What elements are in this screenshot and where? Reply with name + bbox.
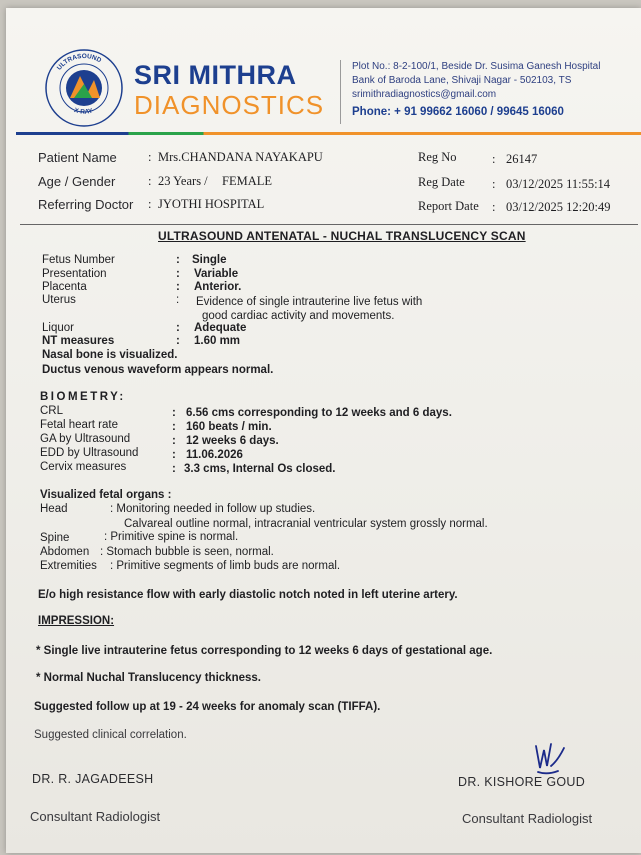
edd-value: 11.06.2026 (186, 449, 243, 461)
presentation-label: Presentation (42, 268, 107, 280)
svg-text:X-RAY (73, 107, 94, 116)
uterus-value-line2: good cardiac activity and movements. (202, 310, 395, 322)
impression-item-2: * Normal Nuchal Translucency thickness. (36, 672, 261, 684)
colon: : (176, 254, 180, 266)
fhr-label: Fetal heart rate (40, 419, 118, 431)
gender-value: FEMALE (222, 174, 272, 188)
colon: : (176, 322, 180, 334)
colon: : (148, 150, 152, 164)
organs-heading: Visualized fetal organs : (40, 489, 172, 501)
spine-value: : Primitive spine is normal. (104, 531, 239, 543)
brand-name-top: SRI MITHRA (134, 60, 297, 90)
spine-label: Spine (40, 532, 70, 544)
head-value-line2: Calvareal outline normal, intracranial ventricular system grossly normal. (124, 518, 488, 530)
artery-note: E/o high resistance flow with early diastolic notch noted in left uterine artery. (38, 589, 458, 601)
head-label: Head (40, 503, 68, 515)
edd-label: EDD by Ultrasound (40, 447, 139, 459)
colon: : (176, 268, 180, 280)
report-page (6, 8, 641, 853)
reg-no-value: 26147 (506, 152, 538, 166)
nt-measures-label: NT measures (42, 335, 115, 347)
patient-name-value: Mrs.CHANDANA NAYAKAPU (158, 150, 323, 164)
referring-doctor-label: Referring Doctor (38, 197, 134, 212)
ga-value: 12 weeks 6 days. (186, 435, 279, 447)
impression-heading: IMPRESSION: (38, 615, 115, 627)
header-color-rule (16, 132, 641, 135)
liquor-label: Liquor (42, 322, 74, 334)
address-line-1: Plot No.: 8-2-100/1, Beside Dr. Susima Ganesh Hospital (352, 61, 601, 72)
nasal-bone-note: Nasal bone is visualized. (42, 349, 178, 361)
left-doctor-name: DR. R. JAGADEESH (32, 772, 154, 786)
ductus-note: Ductus venous waveform appears normal. (42, 364, 274, 376)
biometry-heading: BIOMETRY: (40, 391, 126, 403)
head-value-line1: : Monitoring needed in follow up studies. (110, 503, 316, 515)
reg-date-value: 03/12/2025 11:55:14 (506, 177, 611, 191)
crl-label: CRL (40, 405, 64, 417)
colon: : (172, 463, 176, 475)
colon: : (176, 294, 180, 306)
extremities-value: : Primitive segments of limb buds are normal. (110, 560, 341, 572)
colon: : (492, 200, 496, 214)
clinical-note: Suggested clinical correlation. (34, 729, 187, 741)
logo (44, 48, 124, 128)
right-doctor-name: DR. KISHORE GOUD (458, 775, 586, 789)
report-date-value: 03/12/2025 12:20:49 (506, 200, 611, 214)
uterus-label: Uterus (42, 294, 76, 306)
colon: : (492, 152, 496, 166)
cervix-value: 3.3 cms, Internal Os closed. (184, 463, 336, 475)
address-line-2: Bank of Baroda Lane, Shivaji Nagar - 502103, TS (352, 75, 572, 86)
report-title: ULTRASOUND ANTENATAL - NUCHAL TRANSLUCENCY SCAN (158, 229, 526, 243)
cervix-label: Cervix measures (40, 461, 127, 473)
patient-name-label: Patient Name (38, 150, 117, 165)
fetus-number-value: Single (192, 254, 227, 266)
age-value: 23 Years / (158, 174, 208, 188)
info-divider (20, 224, 638, 225)
presentation-value: Variable (194, 268, 239, 280)
follow-up-note: Suggested follow up at 19 - 24 weeks for anomaly scan (TIFFA). (34, 701, 381, 713)
brand-name-bottom: DIAGNOSTICS (134, 90, 325, 120)
logo-ring-bottom: X-RAY (73, 107, 94, 116)
placenta-label: Placenta (42, 281, 87, 293)
impression-item-1: * Single live intrauterine fetus corresponding to 12 weeks 6 days of gestational age. (36, 645, 493, 657)
abdomen-label: Abdomen (40, 546, 90, 558)
ga-label: GA by Ultrasound (40, 433, 131, 445)
placenta-value: Anterior. (194, 281, 242, 293)
report-date-label: Report Date (418, 199, 479, 213)
colon: : (148, 197, 152, 211)
colon: : (172, 407, 176, 419)
reg-no-label: Reg No (418, 150, 457, 164)
abdomen-value: : Stomach bubble is seen, normal. (100, 546, 274, 558)
left-doctor-role: Consultant Radiologist (30, 809, 161, 824)
referring-doctor-value: JYOTHI HOSPITAL (158, 197, 265, 211)
colon: : (148, 174, 152, 188)
colon: : (176, 281, 180, 293)
colon: : (172, 449, 176, 461)
uterus-value-line1: Evidence of single intrauterine live fetus with (196, 296, 423, 308)
email-text: srimithradiagnostics@gmail.com (352, 89, 497, 100)
colon: : (492, 177, 496, 191)
age-gender-label: Age / Gender (38, 174, 116, 189)
liquor-value: Adequate (194, 322, 247, 334)
nt-measures-value: 1.60 mm (194, 335, 241, 347)
phone-text: Phone: + 91 99662 16060 / 99645 16060 (352, 106, 564, 118)
colon: : (176, 335, 180, 347)
header-divider (340, 60, 341, 124)
logo-ring-top: ULTRASOUND (55, 52, 103, 72)
extremities-label: Extremities (40, 560, 97, 572)
crl-value: 6.56 cms corresponding to 12 weeks and 6 days. (186, 407, 452, 419)
fetus-number-label: Fetus Number (42, 254, 115, 266)
colon: : (172, 435, 176, 447)
right-doctor-role: Consultant Radiologist (462, 811, 593, 826)
colon: : (172, 421, 176, 433)
fhr-value: 160 beats / min. (186, 421, 272, 433)
reg-date-label: Reg Date (418, 175, 465, 189)
